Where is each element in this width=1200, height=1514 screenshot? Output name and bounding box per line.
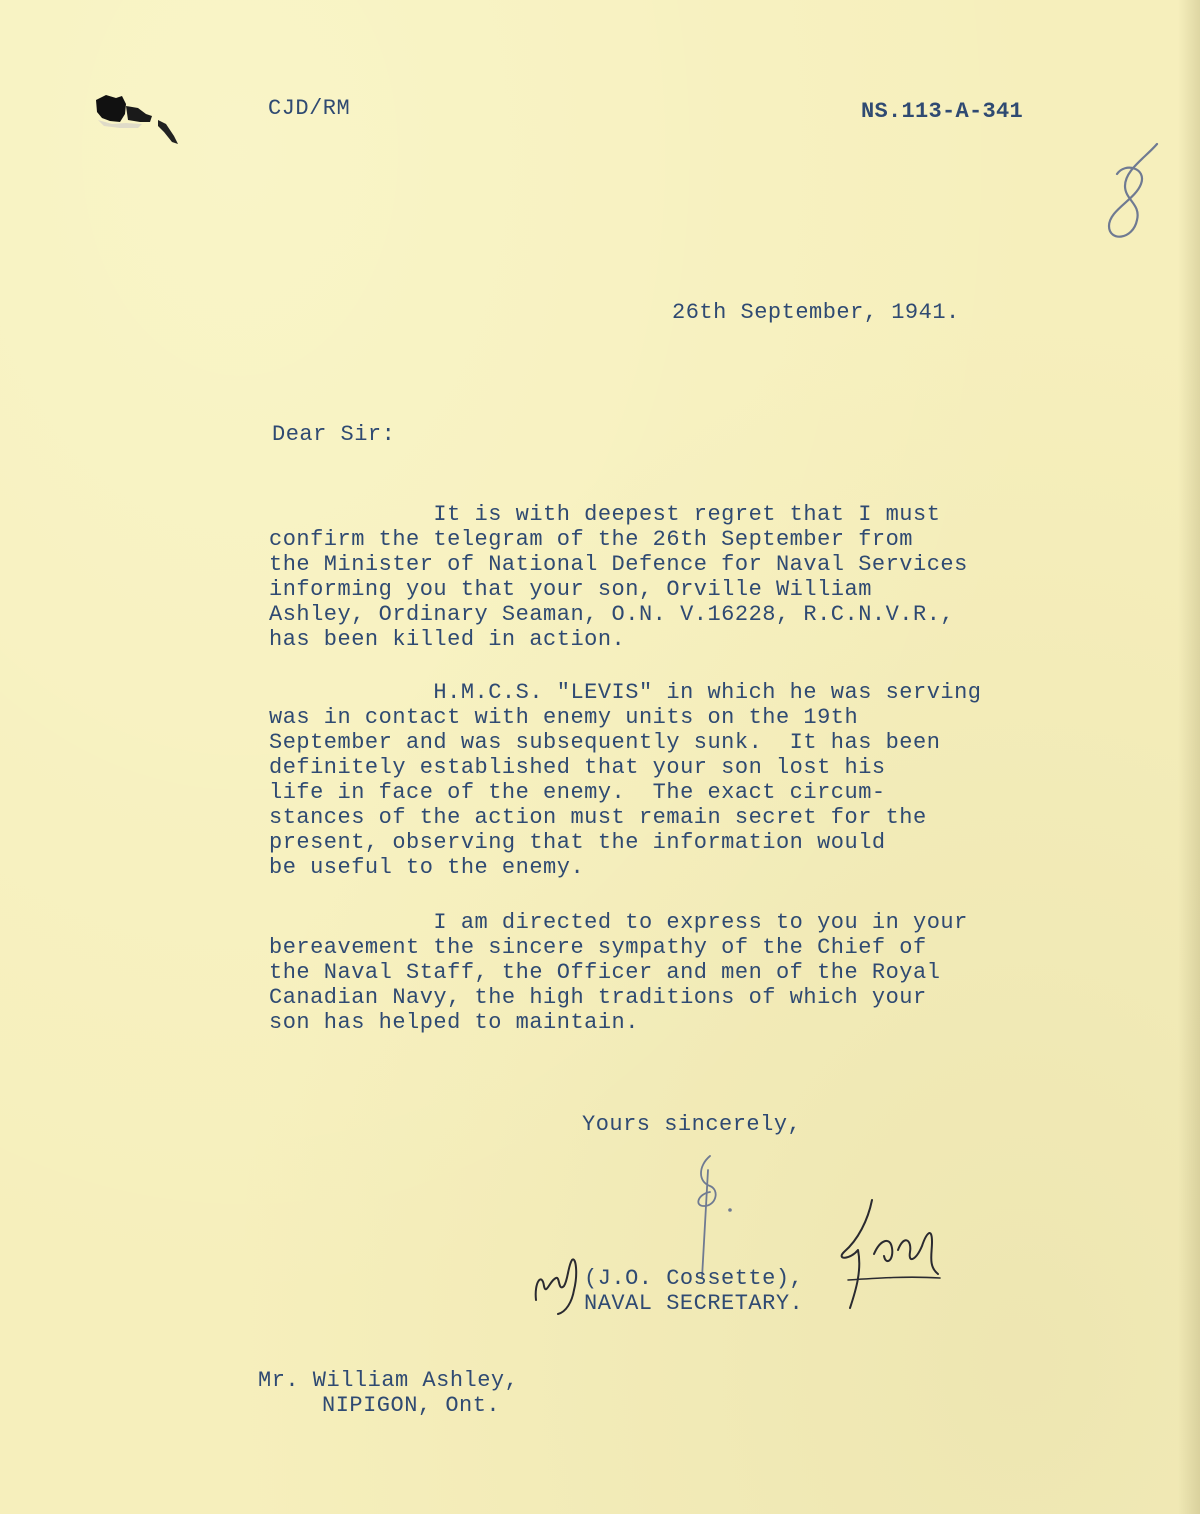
body-paragraph-1: It is with deepest regret that I must confirm the telegram of the 26th September from the Minister of National Defence for Naval Services informing you that your son, Orville William Ashley, Ordinary Seaman, O.N. V.16228, R.C.N.V.R., has been killed in action.: [269, 502, 968, 652]
body-paragraph-3: I am directed to express to you in your bereavement the sincere sympathy of the Chief of the Naval Staff, the Officer and men of the Royal Canadian Navy, the high traditions of which your son has helped to maintain.: [269, 910, 968, 1035]
addressee-location: NIPIGON, Ont.: [322, 1393, 501, 1418]
body-paragraph-2: H.M.C.S. "LEVIS" in which he was serving was in contact with enemy units on the 19th September and was subsequently sunk. It has been definitely established that your son lost his life in face of the enemy. The exact circum- stances of the action must remain secret for the present, observing that the information would be useful to the enemy.: [269, 680, 982, 880]
closing-line: Yours sincerely,: [582, 1112, 802, 1137]
signatory-name: (J.O. Cossette),: [584, 1266, 804, 1291]
salutation: Dear Sir:: [272, 422, 396, 447]
addressee-name: Mr. William Ashley,: [258, 1368, 519, 1393]
signatory-title: NAVAL SECRETARY.: [584, 1291, 804, 1316]
pencil-initial-mark: [680, 1150, 750, 1280]
pen-initials-left: [528, 1230, 588, 1320]
punch-hole-mark: [92, 92, 192, 152]
file-number: NS.113-A-341: [861, 99, 1024, 124]
paper-edge-shadow: [1178, 0, 1200, 1514]
pen-signature-right: [828, 1190, 948, 1320]
letter-date: 26th September, 1941.: [672, 300, 960, 325]
handwritten-page-number: [1095, 140, 1170, 250]
reference-initials: CJD/RM: [268, 96, 351, 121]
